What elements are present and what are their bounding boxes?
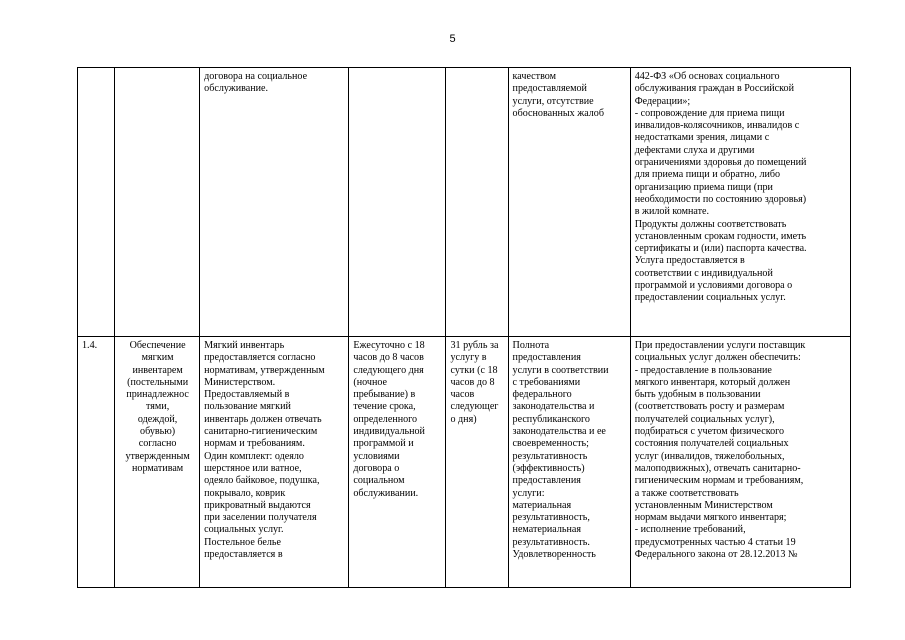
cell-text-line: При предоставлении услуги поставщик: [634, 340, 806, 351]
cell-text-line: Предоставляемый в: [204, 389, 290, 401]
cell-text-line: следующего дня: [353, 364, 424, 376]
cell-text-line: дефектами слуха и другими: [634, 144, 755, 156]
cell-text-line: подбираться с учетом физического: [634, 426, 785, 438]
cell-text-line: результативность.: [512, 536, 590, 548]
cell-text-line: инвентарь должен отвечать: [204, 413, 322, 425]
cell-text-line: условиями: [353, 450, 400, 462]
cell-text-line: Продукты должны соответствовать: [634, 218, 787, 230]
cell-text-line: Удовлетворенность: [512, 549, 596, 561]
cell-text-line: Полнота: [512, 340, 550, 351]
cell-text-line: о дня): [450, 413, 477, 425]
table-row: [78, 337, 851, 588]
cell-text-line: шерстяное или ватное,: [204, 462, 302, 474]
cell-text-line: нормативам: [132, 462, 184, 474]
cell-text-line: санитарно-гигиеническим: [204, 426, 318, 438]
cell-text-line: договора о: [353, 462, 400, 474]
cell-text-line: Федерального закона от 28.12.2013 №: [634, 549, 798, 561]
cell-number: [78, 337, 115, 588]
cell-quality: [508, 337, 630, 588]
cell-text-line: результативность: [512, 450, 588, 462]
cell-text-line: обслуживание.: [204, 83, 269, 95]
cell-conditions: [630, 337, 850, 588]
cell-text-line: Услуга предоставляется в: [634, 255, 745, 267]
cell-text-line: - предоставление в пользование: [634, 364, 772, 376]
cell-text-line: предоставлении социальных услуг.: [634, 292, 786, 304]
cell-text-line: (соответствовать росту и размерам: [634, 401, 785, 413]
cell-conditions: [630, 68, 850, 337]
cell-text-line: (эффективность): [512, 462, 585, 474]
cell-text-line: обслуживания граждан в Российской: [634, 83, 794, 95]
cell-text-line: - исполнение требований,: [634, 524, 746, 536]
cell-text-line: (постельными: [127, 376, 189, 388]
cell-text-line: а также соответствовать: [634, 487, 739, 499]
cell-text-line: Мягкий инвентарь: [204, 340, 285, 351]
cell-text-line: Постельное белье: [204, 536, 281, 548]
cell-price: [446, 337, 508, 588]
cell-text-line: течение срока,: [353, 401, 416, 413]
cell-text-line: следующег: [450, 401, 499, 413]
cell-text-line: нормам выдачи мягкого инвентаря;: [634, 512, 787, 524]
cell-text-line: результативность,: [512, 512, 590, 524]
page-number: 5: [449, 33, 456, 45]
services-table: [77, 67, 851, 588]
cell-service-name: [115, 337, 200, 588]
cell-text-line: утвержденным: [125, 450, 190, 462]
cell-text-line: предоставления: [512, 475, 581, 487]
cell-text-line: республиканского: [512, 413, 590, 425]
cell-timing: [349, 337, 446, 588]
cell-text-line: согласно: [138, 438, 177, 450]
cell-text-line: индивидуальной: [353, 426, 425, 438]
cell-text-line: (ночное: [353, 376, 388, 388]
cell-text-line: нормам и требованиям.: [204, 438, 305, 450]
cell-text-line: часов до 8 часов: [353, 352, 424, 364]
cell-price: [446, 68, 508, 337]
cell-text-line: установленным Министерством: [634, 499, 773, 511]
cell-text-line: услуги:: [512, 487, 545, 499]
cell-text-line: обслуживании.: [353, 487, 419, 499]
cell-text-line: принадлежнос: [126, 389, 189, 401]
cell-text-line: законодательства и: [512, 401, 595, 413]
cell-text-line: малоподвижных), отвечать санитарно-: [634, 462, 801, 474]
cell-text-line: при заселении получателя: [204, 512, 317, 524]
cell-text-line: предоставления: [512, 352, 581, 364]
cell-text-line: установленным срокам годности, иметь: [634, 230, 807, 242]
cell-text-line: программой и условиями договора о: [634, 280, 793, 292]
cell-text-line: социальных услуг должен обеспечить:: [634, 352, 801, 364]
cell-text-line: социальных услуг.: [204, 524, 284, 536]
cell-description: [200, 337, 349, 588]
cell-text-line: обоснованных жалоб: [512, 107, 604, 119]
cell-text-line: пребывание) в: [353, 389, 416, 401]
cell-text-line: 1.4.: [82, 340, 98, 351]
cell-text-line: одеяло байковое, подушка,: [204, 475, 320, 487]
cell-text-line: Министерством.: [204, 376, 276, 388]
cell-text-line: быть удобным в пользовании: [634, 389, 761, 401]
cell-text-line: нематериальная: [512, 524, 582, 536]
cell-text-line: гигиеническим нормам и требованиям,: [634, 475, 804, 487]
cell-text-line: состояния получателей социальных: [634, 438, 789, 450]
cell-text-line: пользование мягкий: [204, 401, 291, 413]
cell-text-line: для приема пищи и обратно, либо: [634, 169, 781, 181]
cell-text-line: получателей социальных услуг),: [634, 413, 775, 425]
cell-text-line: тями,: [145, 401, 170, 413]
cell-text-line: сертификаты и (или) паспорта качества.: [634, 243, 807, 255]
cell-text-line: предусмотренных частью 4 статьи 19: [634, 536, 796, 548]
cell-text-line: договора на социальное: [204, 71, 308, 82]
cell-text-line: социальном: [353, 475, 405, 487]
cell-text-line: мягким: [141, 352, 174, 364]
cell-text-line: ограничениями здоровья до помещений: [634, 157, 807, 169]
cell-text-line: федерального: [512, 389, 572, 401]
cell-text-line: нормативам, утвержденным: [204, 364, 325, 376]
cell-text-line: необходимости по состоянию здоровья): [634, 193, 807, 205]
cell-number: [78, 68, 115, 337]
cell-text-line: недостатками зрения, лицами с: [634, 132, 770, 144]
cell-text-line: предоставляется в: [204, 549, 283, 561]
cell-text-line: с требованиями: [512, 376, 581, 388]
cell-text-line: своевременность;: [512, 438, 589, 450]
cell-service-name: [115, 68, 200, 337]
cell-text-line: одеждой,: [137, 413, 178, 425]
cell-text-line: услугу в: [450, 352, 487, 364]
cell-text-line: предоставляется согласно: [204, 352, 316, 364]
cell-text-line: обувью): [140, 426, 176, 438]
cell-text-line: услуги в соответствии: [512, 364, 609, 376]
cell-text-line: покрывало, коврик: [204, 487, 286, 499]
cell-description: [200, 68, 349, 337]
cell-text-line: предоставляемой: [512, 83, 587, 95]
cell-quality: [508, 68, 630, 337]
cell-text-line: определенного: [353, 413, 418, 425]
cell-text-line: прикроватный выдаются: [204, 499, 311, 511]
cell-text-line: сутки (с 18: [450, 364, 498, 376]
cell-text-line: 31 рубль за: [450, 340, 499, 351]
cell-text-line: Обеспечение: [129, 340, 186, 351]
cell-text-line: организацию приема пищи (при: [634, 181, 773, 193]
cell-text-line: законодательства и ее: [512, 426, 606, 438]
cell-text-line: Федерации»;: [634, 95, 691, 107]
cell-text-line: материальная: [512, 499, 572, 511]
cell-text-line: 442-ФЗ «Об основах социального: [634, 71, 780, 82]
cell-text-line: Ежесуточно с 18: [353, 340, 425, 351]
cell-text-line: Один комплект: одеяло: [204, 450, 304, 462]
cell-text-line: мягкого инвентаря, который должен: [634, 376, 791, 388]
table-row: [78, 68, 851, 337]
cell-text-line: инвентарем: [132, 364, 183, 376]
cell-text-line: - сопровождение для приема пищи: [634, 107, 785, 119]
cell-text-line: часов: [450, 389, 475, 401]
cell-text-line: часов до 8: [450, 376, 495, 388]
cell-text-line: качеством: [512, 71, 557, 82]
cell-text-line: услуг (инвалидов, тяжелобольных,: [634, 450, 785, 462]
cell-text-line: услуги, отсутствие: [512, 95, 594, 107]
cell-text-line: программой и: [353, 438, 414, 450]
cell-text-line: соответствии с индивидуальной: [634, 267, 773, 279]
cell-timing: [349, 68, 446, 337]
cell-text-line: в жилой комнате.: [634, 206, 710, 218]
cell-text-line: инвалидов-колясочников, инвалидов с: [634, 120, 800, 132]
